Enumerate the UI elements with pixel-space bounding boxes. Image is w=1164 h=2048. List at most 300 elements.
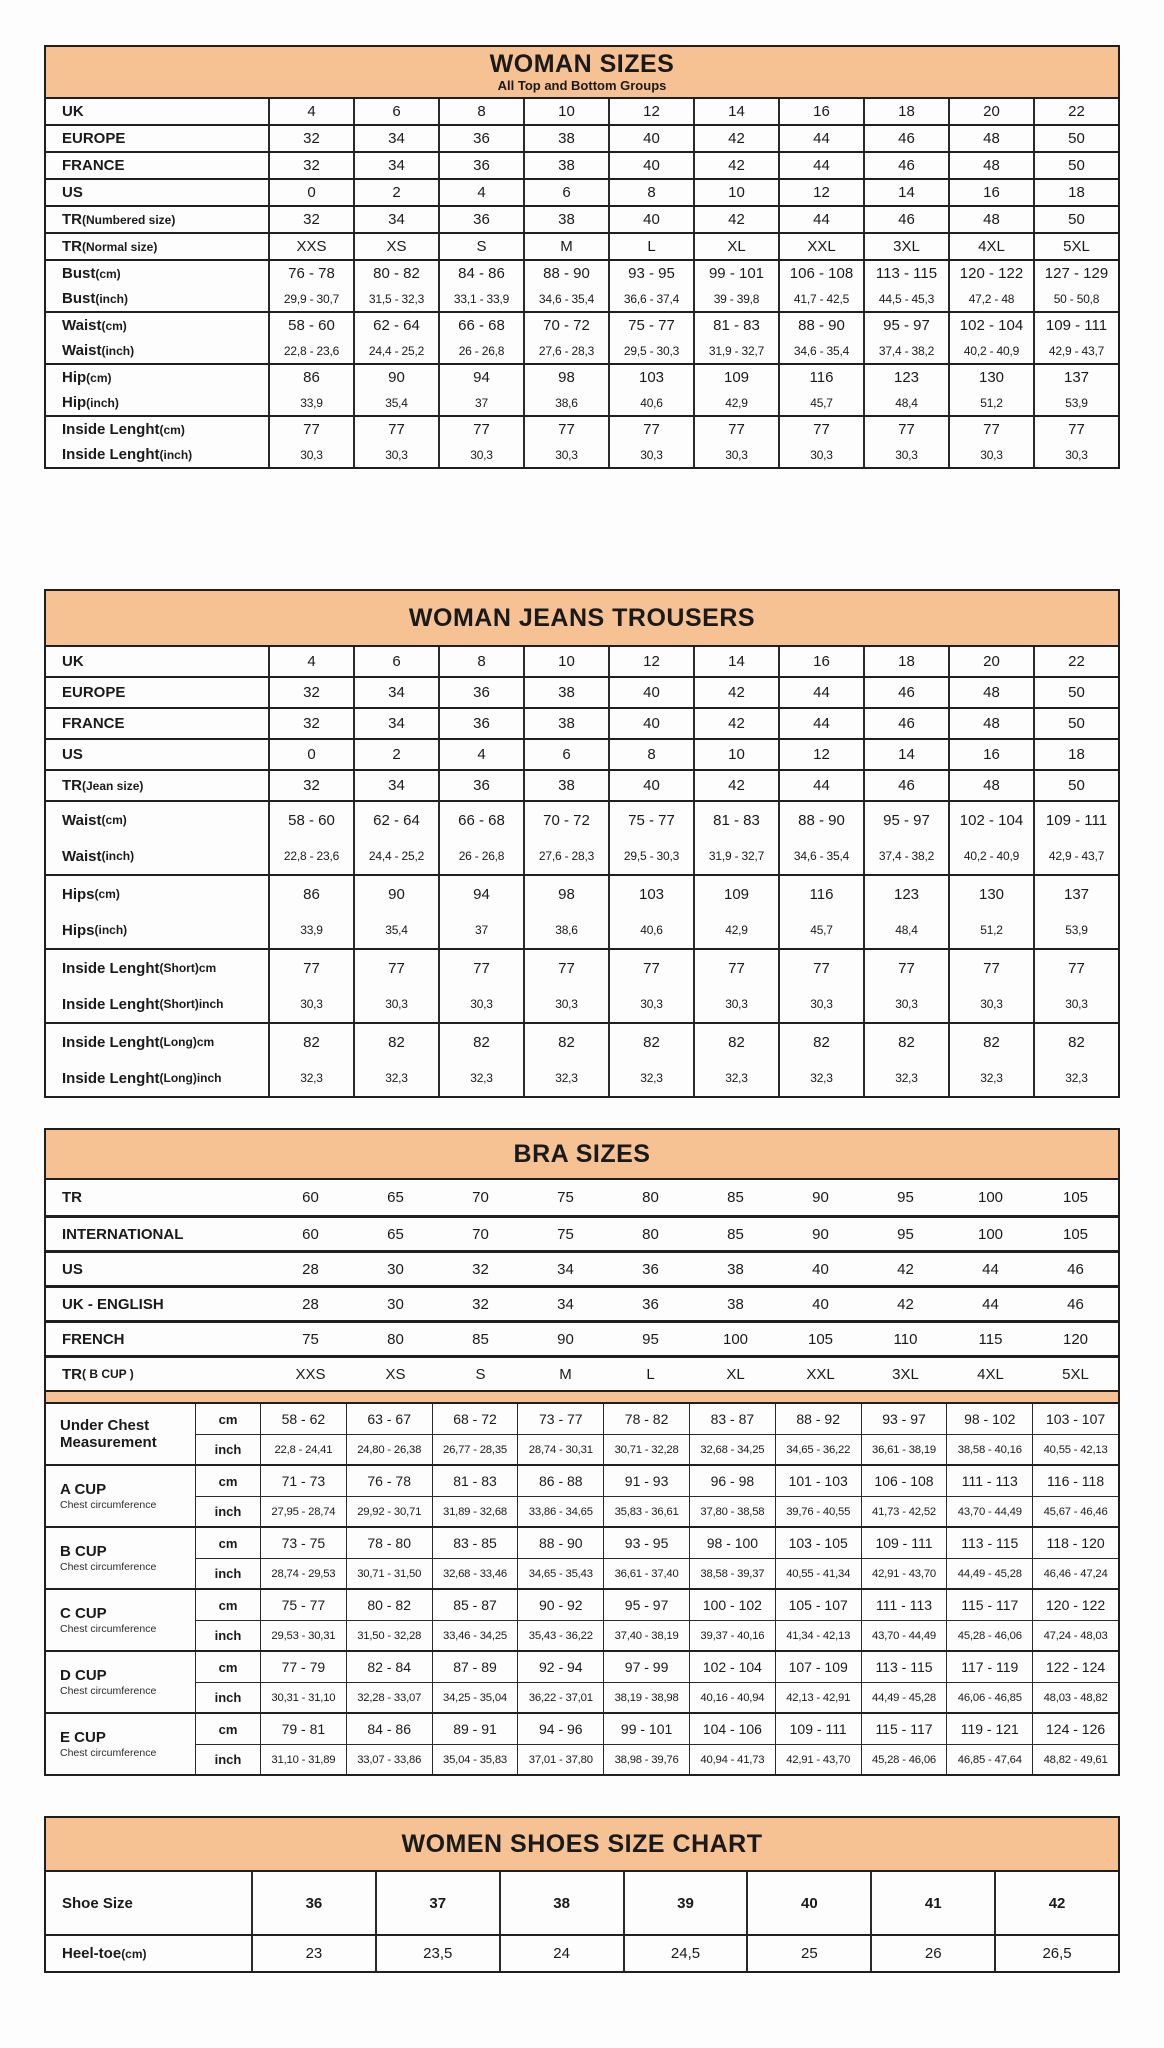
size-value: 105 (1062, 1189, 1089, 1206)
size-value: 109 - 111 (1033, 802, 1118, 838)
size-value: 31,89 - 32,68 (432, 1497, 518, 1526)
table-row (46, 709, 1118, 738)
size-value: 46,46 - 47,24 (1032, 1559, 1118, 1588)
table-row (196, 1620, 1118, 1650)
size-value: XS (353, 234, 438, 259)
size-value: 39 - 39,8 (693, 286, 778, 311)
size-value: 30,3 (608, 986, 693, 1022)
size-value: 30,3 (438, 986, 523, 1022)
size-value: 65 (387, 1225, 404, 1243)
size-value: 30,71 - 31,50 (346, 1559, 432, 1588)
size-value: 79 - 81 (260, 1714, 346, 1744)
size-value: 120 (1062, 1330, 1089, 1348)
row-label: Waist (inch) (62, 847, 135, 865)
size-value: 35,83 - 36,61 (603, 1497, 689, 1526)
size-value: 6 (523, 180, 608, 205)
size-value: 33,1 - 33,9 (438, 286, 523, 311)
bra-cup-group (46, 1404, 1118, 1464)
row-label: Inside Lenght (Short) inch (62, 995, 224, 1013)
row-group (46, 874, 1118, 948)
size-value: 93 - 95 (603, 1528, 689, 1558)
size-value: 36 (438, 153, 523, 178)
row-label: Waist (inch) (62, 342, 135, 359)
size-value: 77 (353, 950, 438, 986)
size-value: 76 - 78 (268, 261, 353, 286)
size-value: 39 (623, 1872, 747, 1934)
size-value: 137 (1033, 365, 1118, 390)
bra-sizes-title: BRA SIZES (513, 1139, 651, 1168)
size-value: 40 (608, 153, 693, 178)
size-value: L (646, 1365, 655, 1383)
size-value: 42,13 - 42,91 (775, 1683, 861, 1712)
size-value: 60 (302, 1189, 319, 1206)
size-value: S (475, 1365, 486, 1383)
size-value: 42,9 (693, 390, 778, 415)
size-value: 32 (472, 1260, 489, 1278)
table-row (46, 838, 1118, 874)
size-value: 32,3 (523, 1060, 608, 1096)
size-value: 30,3 (523, 986, 608, 1022)
size-value: 38,6 (523, 912, 608, 948)
unit-label: inch (214, 1628, 242, 1643)
row-group (46, 415, 1118, 467)
table-row (46, 1215, 1118, 1250)
size-value: 42 (693, 126, 778, 151)
table-row (46, 126, 1118, 151)
size-value: 41 (870, 1872, 994, 1934)
size-value: 88 - 90 (517, 1528, 603, 1558)
row-label: Hips (inch) (62, 921, 128, 939)
row-label: Waist (cm) (62, 317, 127, 334)
size-value: 34,65 - 36,22 (775, 1435, 861, 1464)
size-value: 29,92 - 30,71 (346, 1497, 432, 1526)
size-value: 77 (1033, 950, 1118, 986)
size-value: 82 - 84 (346, 1652, 432, 1682)
size-value: 86 (268, 876, 353, 912)
bra-group-title: D CUP (60, 1666, 107, 1684)
size-value: 38,98 - 39,76 (603, 1745, 689, 1774)
size-value: 3XL (892, 1365, 919, 1383)
size-value: 42 (693, 771, 778, 800)
size-value: 77 (863, 950, 948, 986)
size-value: 30,3 (863, 442, 948, 467)
row-label: Inside Lenght (cm) (62, 421, 185, 438)
size-value: 30 (387, 1260, 404, 1278)
bra-group-subtitle: Chest circumference (60, 1747, 157, 1760)
size-value: 26 (870, 1936, 994, 1971)
size-value: 38 (523, 207, 608, 232)
size-value: 82 (778, 1024, 863, 1060)
size-value: 32,3 (1033, 1060, 1118, 1096)
size-value: 8 (438, 99, 523, 124)
size-value: 58 - 60 (268, 802, 353, 838)
bra-group-rows (196, 1466, 1118, 1526)
size-value: 109 - 111 (775, 1714, 861, 1744)
size-value: 101 - 103 (775, 1466, 861, 1496)
size-value: 110 (893, 1330, 918, 1348)
size-value: 45,7 (778, 390, 863, 415)
bra-sizes-header (46, 1130, 1118, 1180)
size-value: 75 (557, 1225, 574, 1243)
table-row (46, 912, 1118, 948)
size-value: 40,2 - 40,9 (948, 838, 1033, 874)
size-value: 48,82 - 49,61 (1032, 1745, 1118, 1774)
size-value: 4 (438, 180, 523, 205)
size-value: 47,2 - 48 (948, 286, 1033, 311)
size-value: 113 - 115 (861, 1652, 947, 1682)
table-row (46, 1320, 1118, 1355)
bra-group-label (46, 1590, 196, 1650)
size-value: 94 (438, 876, 523, 912)
size-value: 38 (523, 678, 608, 707)
row-group (46, 707, 1118, 738)
size-value: 103 (608, 876, 693, 912)
size-value: 28 (302, 1260, 319, 1278)
size-value: 10 (693, 740, 778, 769)
size-value: 4 (268, 99, 353, 124)
size-value: 37,4 - 38,2 (863, 338, 948, 363)
size-value: 26,77 - 28,35 (432, 1435, 518, 1464)
size-value: XXS (268, 234, 353, 259)
size-value: 81 - 83 (693, 802, 778, 838)
size-value: 6 (523, 740, 608, 769)
unit-label: inch (214, 1690, 242, 1705)
table-row (46, 1250, 1118, 1285)
table-row (46, 99, 1118, 124)
size-value: 22,8 - 23,6 (268, 338, 353, 363)
size-value: 34 (557, 1295, 574, 1313)
size-value: 81 - 83 (432, 1466, 518, 1496)
size-value: 43,70 - 44,49 (946, 1497, 1032, 1526)
bra-cup-group (46, 1464, 1118, 1526)
woman-jeans-header (46, 591, 1118, 647)
row-label: TR (Numbered size) (62, 211, 176, 228)
size-value: 30,3 (353, 986, 438, 1022)
size-value: 46 (1067, 1260, 1084, 1278)
size-value: 40 (608, 709, 693, 738)
size-value: 124 - 126 (1032, 1714, 1118, 1744)
size-chart-page (0, 45, 1164, 2048)
size-value: 80 (387, 1330, 404, 1348)
shoes-size-grid (46, 1872, 1118, 1971)
size-value: 78 - 82 (603, 1404, 689, 1434)
size-value: 36 (642, 1260, 659, 1278)
size-value: 35,4 (353, 390, 438, 415)
size-value: 34,65 - 35,43 (517, 1559, 603, 1588)
size-value: 95 - 97 (863, 313, 948, 338)
size-value: 38 (499, 1872, 623, 1934)
bra-group-rows (196, 1590, 1118, 1650)
size-value: 36 (438, 207, 523, 232)
table-row (46, 1024, 1118, 1060)
size-value: 30,3 (693, 986, 778, 1022)
size-value: 111 - 113 (861, 1590, 947, 1620)
table-row (46, 986, 1118, 1022)
size-value: 82 (438, 1024, 523, 1060)
size-value: 39,37 - 40,16 (689, 1621, 775, 1650)
row-label: TR (62, 1189, 82, 1206)
size-value: 77 (693, 417, 778, 442)
size-value: 109 - 111 (861, 1528, 947, 1558)
row-label: TR ( B CUP ) (62, 1365, 134, 1383)
size-value: 46 (863, 207, 948, 232)
size-value: 42,9 (693, 912, 778, 948)
size-value: 113 - 115 (946, 1528, 1032, 1558)
size-value: 37,01 - 37,80 (517, 1745, 603, 1774)
size-value: 30,3 (778, 442, 863, 467)
size-value: 73 - 75 (260, 1528, 346, 1558)
table-row (196, 1434, 1118, 1464)
size-value: 34 (353, 709, 438, 738)
size-value: 84 - 86 (346, 1714, 432, 1744)
table-row (46, 153, 1118, 178)
row-group (46, 363, 1118, 415)
size-value: 40 (746, 1872, 870, 1934)
size-value: 34,6 - 35,4 (523, 286, 608, 311)
size-value: 50 (1033, 678, 1118, 707)
size-value: 32,3 (778, 1060, 863, 1096)
size-value: 77 (268, 417, 353, 442)
size-value: 29,5 - 30,3 (608, 338, 693, 363)
size-value: 22 (1033, 99, 1118, 124)
row-group (46, 647, 1118, 676)
size-value: 8 (608, 740, 693, 769)
bra-group-title: E CUP (60, 1728, 106, 1746)
size-value: 40 (812, 1295, 829, 1313)
row-group (46, 800, 1118, 874)
size-value: 66 - 68 (438, 313, 523, 338)
size-value: 65 (387, 1189, 404, 1206)
size-value: 130 (948, 876, 1033, 912)
table-row (196, 1714, 1118, 1744)
size-value: 98 - 102 (946, 1404, 1032, 1434)
size-value: 22 (1033, 647, 1118, 676)
table-row (46, 876, 1118, 912)
size-value: 20 (948, 647, 1033, 676)
size-value: XL (693, 234, 778, 259)
size-value: 16 (778, 99, 863, 124)
size-value: 30,71 - 32,28 (603, 1435, 689, 1464)
bra-group-label (46, 1714, 196, 1774)
size-value: 32,3 (353, 1060, 438, 1096)
size-value: 50 (1033, 771, 1118, 800)
row-group (46, 124, 1118, 151)
size-value: 122 - 124 (1032, 1652, 1118, 1682)
row-label: Inside Lenght (Long) inch (62, 1069, 222, 1087)
size-value: 32,3 (948, 1060, 1033, 1096)
size-value: 107 - 109 (775, 1652, 861, 1682)
size-value: 62 - 64 (353, 313, 438, 338)
woman-sizes-header (46, 47, 1118, 99)
bra-group-title: Under Chest Measurement (60, 1416, 157, 1451)
size-value: 53,9 (1033, 912, 1118, 948)
size-value: 34 (353, 678, 438, 707)
size-value: 48,4 (863, 390, 948, 415)
size-value: 90 (353, 365, 438, 390)
size-value: 120 - 122 (1032, 1590, 1118, 1620)
size-value: 42 (693, 207, 778, 232)
size-value: 4 (438, 740, 523, 769)
size-value: 44,49 - 45,28 (861, 1683, 947, 1712)
table-row (46, 390, 1118, 415)
size-value: 77 (608, 950, 693, 986)
size-value: 18 (863, 647, 948, 676)
row-group (46, 99, 1118, 124)
size-value: 50 (1033, 153, 1118, 178)
row-label: US (62, 746, 83, 763)
size-value: 40,6 (608, 390, 693, 415)
size-value: 44,49 - 45,28 (946, 1559, 1032, 1588)
size-value: 30,3 (438, 442, 523, 467)
size-value: 29,53 - 30,31 (260, 1621, 346, 1650)
size-value: 60 (302, 1225, 319, 1243)
size-value: 111 - 113 (946, 1466, 1032, 1496)
size-value: 33,9 (268, 912, 353, 948)
bra-group-title: C CUP (60, 1604, 107, 1622)
row-group (46, 178, 1118, 205)
size-value: 130 (948, 365, 1033, 390)
table-row (46, 771, 1118, 800)
size-value: 109 (693, 365, 778, 390)
size-value: 30,3 (1033, 986, 1118, 1022)
size-value: 36,61 - 38,19 (861, 1435, 947, 1464)
size-value: 82 (608, 1024, 693, 1060)
size-value: 12 (608, 647, 693, 676)
size-value: 42 (994, 1872, 1118, 1934)
size-value: 80 - 82 (346, 1590, 432, 1620)
size-value: 42 (897, 1260, 914, 1278)
size-value: 118 - 120 (1032, 1528, 1118, 1558)
size-value: 80 - 82 (353, 261, 438, 286)
size-value: M (523, 234, 608, 259)
size-value: 77 (268, 950, 353, 986)
row-label: Hip (cm) (62, 369, 112, 386)
size-value: 30 (387, 1295, 404, 1313)
size-value: 40 (608, 771, 693, 800)
size-value: 82 (353, 1024, 438, 1060)
shoes-size-table (44, 1816, 1120, 1973)
row-group (46, 676, 1118, 707)
size-value: 70 - 72 (523, 802, 608, 838)
size-value: 50 (1033, 126, 1118, 151)
size-value: 18 (1033, 740, 1118, 769)
size-value: 98 (523, 876, 608, 912)
size-value: 22,8 - 23,6 (268, 838, 353, 874)
table-row (46, 802, 1118, 838)
size-value: 44 (778, 771, 863, 800)
size-value: 42 (693, 153, 778, 178)
bra-group-rows (196, 1404, 1118, 1464)
size-value: 77 (523, 950, 608, 986)
woman-sizes-subtitle: All Top and Bottom Groups (497, 78, 667, 94)
size-value: 106 - 108 (861, 1466, 947, 1496)
size-value: 100 (722, 1330, 749, 1348)
size-value: 97 - 99 (603, 1652, 689, 1682)
size-value: 85 (727, 1225, 744, 1243)
row-label: TR (Normal size) (62, 238, 158, 255)
size-value: 4XL (977, 1365, 1004, 1383)
size-value: 34,6 - 35,4 (778, 338, 863, 363)
size-value: 62 - 64 (353, 802, 438, 838)
size-value: 37,40 - 38,19 (603, 1621, 689, 1650)
table-row (196, 1590, 1118, 1620)
size-value: 40,16 - 40,94 (689, 1683, 775, 1712)
size-value: 32,3 (438, 1060, 523, 1096)
table-row (196, 1466, 1118, 1496)
size-value: 3XL (863, 234, 948, 259)
size-value: 42 (897, 1295, 914, 1313)
unit-label: inch (214, 1442, 242, 1457)
size-value: 75 - 77 (608, 802, 693, 838)
size-value: 38,58 - 40,16 (946, 1435, 1032, 1464)
size-value: 4XL (948, 234, 1033, 259)
size-value: 117 - 119 (946, 1652, 1032, 1682)
row-label: INTERNATIONAL (62, 1225, 184, 1243)
size-value: 102 - 104 (948, 802, 1033, 838)
size-value: 94 - 96 (517, 1714, 603, 1744)
size-value: 58 - 62 (260, 1404, 346, 1434)
size-value: 30,3 (863, 986, 948, 1022)
row-group (46, 232, 1118, 259)
table-row (46, 286, 1118, 311)
size-value: 137 (1033, 876, 1118, 912)
size-value: 48 (948, 678, 1033, 707)
size-value: 31,9 - 32,7 (693, 338, 778, 363)
size-value: 29,9 - 30,7 (268, 286, 353, 311)
size-value: 51,2 (948, 912, 1033, 948)
table-row (196, 1744, 1118, 1774)
size-value: 33,07 - 33,86 (346, 1745, 432, 1774)
size-value: 103 - 107 (1032, 1404, 1118, 1434)
size-value: 100 - 102 (689, 1590, 775, 1620)
size-value: 88 - 90 (778, 802, 863, 838)
size-value: 48 (948, 709, 1033, 738)
size-value: 38 (523, 153, 608, 178)
size-value: 36,61 - 37,40 (603, 1559, 689, 1588)
size-value: 46 (863, 771, 948, 800)
size-value: XXS (295, 1365, 326, 1383)
row-label: FRENCH (62, 1330, 125, 1348)
row-group (46, 1022, 1118, 1096)
row-label: FRANCE (62, 157, 125, 174)
size-value: 8 (438, 647, 523, 676)
size-value: 30,3 (608, 442, 693, 467)
table-row (46, 365, 1118, 390)
size-value: 10 (693, 180, 778, 205)
size-value: 40,94 - 41,73 (689, 1745, 775, 1774)
size-value: 31,10 - 31,89 (260, 1745, 346, 1774)
unit-label: cm (218, 1473, 238, 1489)
size-value: 10 (523, 647, 608, 676)
size-value: 32 (268, 207, 353, 232)
table-row (46, 207, 1118, 232)
size-value: 26,5 (994, 1936, 1118, 1971)
row-label: Bust (cm) (62, 265, 121, 282)
size-value: XXL (778, 234, 863, 259)
table-row (46, 261, 1118, 286)
size-value: 41,34 - 42,13 (775, 1621, 861, 1650)
size-value: 77 (948, 950, 1033, 986)
size-value: 37 (375, 1872, 499, 1934)
size-value: 31,50 - 32,28 (346, 1621, 432, 1650)
size-value: 30,3 (778, 986, 863, 1022)
size-value: 14 (863, 180, 948, 205)
unit-label: cm (218, 1597, 238, 1613)
woman-sizes-title: WOMAN SIZES (489, 49, 675, 78)
size-value: 91 - 93 (603, 1466, 689, 1496)
size-value: 8 (608, 180, 693, 205)
size-value: 51,2 (948, 390, 1033, 415)
